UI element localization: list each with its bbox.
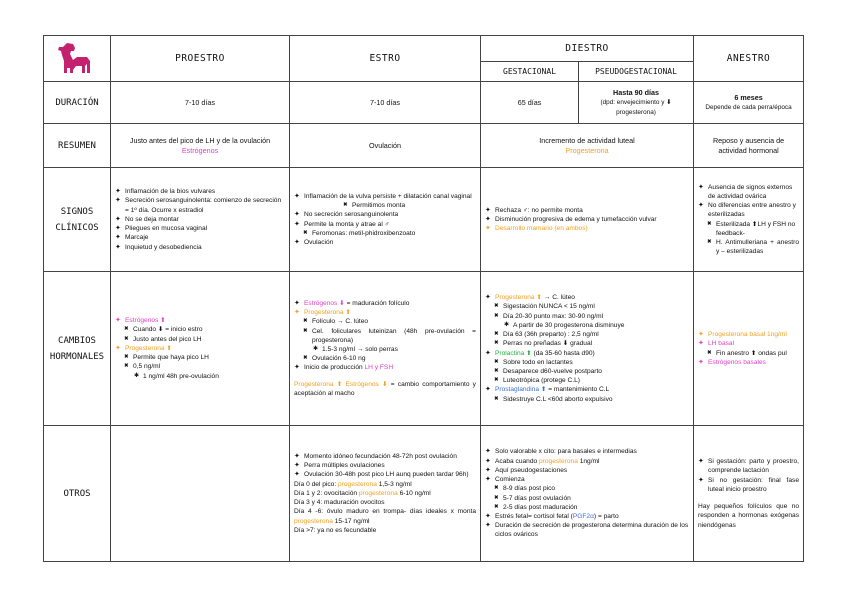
- estro-hormone-note: [294, 380, 476, 398]
- end-value: 1ng/ml: [579, 457, 600, 465]
- cambios-anestro: [694, 272, 804, 426]
- list-item: [485, 349, 689, 358]
- resumen-estro: Ovulación: [290, 124, 481, 168]
- signos-estro: [290, 168, 481, 272]
- list-item: ✦ Progesterona ⬆: [294, 308, 476, 317]
- progesterone-label: Progesterona ⬆: [495, 294, 542, 302]
- list-item: ✖ Día 63 (36h preparto) : 2,5 ng/ml: [485, 330, 689, 339]
- list-item: ✖ Folículo → C. lúteo: [294, 317, 476, 326]
- day-line: Día 3 y 4: maduración ovocitos: [294, 499, 385, 507]
- day-line: [294, 489, 476, 498]
- list-item: ✖ Perras no preñadas ⬇ gradual: [485, 339, 689, 348]
- list-item: ✦ Progesterona basal 1ng/ml: [698, 330, 799, 339]
- duracion-anestro: [694, 82, 804, 124]
- list-item: ✱ 1.5-3 ng/ml → solo perras: [294, 345, 476, 354]
- otros-anestro: [694, 426, 804, 562]
- day-hormone: progesterona: [294, 517, 333, 525]
- list-item: [294, 299, 476, 308]
- list-item: ✖ Sobre todo en lactantes: [485, 358, 689, 367]
- list-item: ✦ Duración de secreción de progesterona determina duración de los ciclos ováricos: [485, 521, 689, 539]
- list-item: ✖ Permitimos monta: [334, 201, 476, 210]
- day-line: [294, 507, 476, 525]
- list-item: ✦ Ausencia de signos externos de actividad ovárica: [698, 183, 799, 201]
- list-item: ✦ Inquietud y desobediencia: [115, 243, 285, 252]
- day-value: 15-17 ng/ml: [334, 517, 370, 525]
- day-label: Día 4 -6: óvulo maduro en trompa- días ideales x monta: [294, 508, 476, 516]
- list-item: ✖ 5-7 días post ovulación: [485, 494, 689, 503]
- prostaglandin-effect: = mantenimiento C.L: [548, 386, 610, 394]
- row-label-cambios: CAMBIOS HORMONALES: [44, 272, 111, 426]
- list-item: ✖ 2-5 días post maduración: [485, 503, 689, 512]
- col-pseudogestacional: PSEUDOGESTACIONAL: [579, 62, 694, 82]
- list-item: ✦ Disminución progresiva de edema y tumefacción vulvar: [485, 215, 689, 224]
- end-hormone: progesterona: [539, 457, 578, 465]
- row-signos: [44, 168, 804, 272]
- row-otros: [44, 426, 804, 562]
- logo-cell: [44, 36, 111, 82]
- list-item: ✦ No secreción serosanguinolenta: [294, 210, 476, 219]
- list-item: ✦ Aquí pseudogestaciones: [485, 466, 689, 475]
- list-item: ✦ Ovulación 30-48h post pico LH aunq pueden tardar 96h): [294, 470, 476, 479]
- row-cambios: [44, 272, 804, 426]
- estro-note-effect: = cambio comportamiento y aceptación al macho: [294, 380, 476, 397]
- list-item: ✖ Sigestación NUNCA < 15 ng/ml: [485, 302, 689, 311]
- list-item: ✦ Secreción serosanguinolenta: comienzo de secreción = 1º día. Ocurre x estradiol: [115, 196, 285, 214]
- list-item: ✖ 8-9 días post pico: [485, 484, 689, 493]
- resumen-diestro-hormone: Progesterona: [565, 145, 609, 155]
- list-item: ✦ Estrógenos basales: [698, 358, 799, 367]
- row-resumen: [44, 124, 804, 168]
- estro-note-hormones: Progesterona ⬆ Estrógenos ⬇: [294, 380, 388, 388]
- cambios-estro: [290, 272, 481, 426]
- estrogen-effect: = maduración folículo: [346, 299, 410, 307]
- day-value: 1,5-3 ng/ml: [378, 480, 412, 488]
- duracion-anestro-note: Depende de cada perra/época: [705, 103, 792, 111]
- list-item: ✖ 0,5 ng/ml: [115, 362, 285, 371]
- list-item: ✦ Progesterona ⬆: [115, 344, 285, 353]
- list-item: ✖ Sidestruye C.L <60d aborto expulsivo: [485, 395, 689, 404]
- otros-diestro: [481, 426, 694, 562]
- list-item: ✦ Estrógenos ⬆: [115, 316, 285, 325]
- duracion-estro: 7-10 días: [290, 82, 481, 124]
- list-item: ✦ Comienza: [485, 475, 689, 484]
- prolactin-label: Prolactina ⬆: [495, 349, 532, 357]
- list-item: ✦ Momento idóneo fecundación 48-72h post ovulación: [294, 452, 476, 461]
- list-item: ✖ Día 20-30 punto max: 30-90 ng/ml: [485, 312, 689, 321]
- day-label: Día 1 y 2: ovocitación: [294, 489, 358, 497]
- list-item: ✦ Desarrollo mamario (en ambos): [485, 224, 689, 233]
- list-item: ✦ LH basal: [698, 339, 799, 348]
- otros-estro: [290, 426, 481, 562]
- list-item: ✖ Justo antes del pico LH: [115, 335, 285, 344]
- list-item: ✖ Luteotrópica (protege C.L): [485, 376, 689, 385]
- resumen-proestro: [111, 124, 290, 168]
- row-label-duracion: DURACIÓN: [44, 82, 111, 124]
- list-item: ✦ No se deja montar: [115, 215, 285, 224]
- production-label: Inicio de producción: [304, 364, 363, 372]
- anestro-note: Hay pequeños folículos que no responden a hormonas exógenas niendógenas: [698, 503, 800, 529]
- row-label-signos: SIGNOS CLÍNICOS: [44, 168, 111, 272]
- list-item: [485, 512, 689, 521]
- list-item: ✦ Ovulación: [294, 238, 476, 247]
- resumen-diestro: [481, 124, 694, 168]
- signos-proestro: [111, 168, 290, 272]
- list-item: ✖ Esterilizada ⬆LH y FSH no feedback-: [698, 220, 799, 238]
- production-hormones: LH y FSH: [364, 364, 394, 372]
- list-item: ✦ Inflamación de la bios vulvares: [115, 187, 285, 196]
- row-label-otros: OTROS: [44, 426, 111, 562]
- resumen-diestro-text: Incremento de actividad luteal: [539, 135, 635, 145]
- list-item: ✖ Ovulación 6-10 ng: [294, 354, 476, 363]
- col-gestacional: GESTACIONAL: [481, 62, 579, 82]
- day-line: [294, 480, 476, 489]
- col-estro: ESTRO: [290, 36, 481, 82]
- duracion-proestro: 7-10 días: [111, 82, 290, 124]
- list-item: ✱ 1 ng/ml 48h pre-ovulación: [115, 372, 285, 381]
- list-item: ✦ Si no gestación: final fase luteal inicio proestro: [698, 476, 799, 494]
- list-item: ✖ H. Antimulleriana + anestro y – esterilizadas: [698, 238, 799, 256]
- day-value: 6-10 ng/ml: [399, 489, 431, 497]
- list-item: ✱ A partir de 30 progesterona disminuye: [485, 321, 689, 330]
- list-item: [485, 457, 689, 466]
- estrous-cycle-table: [43, 35, 804, 562]
- resumen-proestro-hormone: Estrógenos: [181, 145, 219, 155]
- header-row: [44, 36, 804, 62]
- otros-proestro: [111, 426, 290, 562]
- list-item: [485, 385, 689, 394]
- dog-silhouette-icon: [57, 39, 97, 79]
- prostaglandin-label: Prostaglandina ⬆: [495, 386, 547, 394]
- col-diestro: DIESTRO: [481, 36, 694, 62]
- list-item: ✦ Pliegues en mucosa vaginal: [115, 224, 285, 233]
- resumen-proestro-text: Justo antes del pico de LH y de la ovulación: [129, 135, 271, 145]
- cambios-diestro: [481, 272, 694, 426]
- day-label: Día 0 del pico:: [294, 480, 337, 488]
- prolactin-range: (da 35-60 hasta d90): [533, 349, 595, 357]
- stress-hormone: PGF2α: [572, 512, 594, 520]
- list-item: ✖ Cel. foliculares luteinizan (48h pre-ovulación = progesterona): [294, 327, 476, 345]
- end-label: Acaba cuando: [495, 457, 538, 465]
- list-item: ✦ Permite la monta y atrae al ♂: [294, 220, 476, 229]
- list-item: ✦ Si gestación: parto y proestro, comprende lactación: [698, 457, 799, 475]
- duracion-gestacional: 65 días: [481, 82, 579, 124]
- duracion-pseudo-main: Hasta 90 días: [613, 87, 659, 97]
- row-duracion: [44, 82, 804, 124]
- list-item: ✦ Marcaje: [115, 233, 285, 242]
- duracion-anestro-main: 6 meses: [734, 92, 763, 102]
- list-item: ✦ Perra múltiples ovulaciones: [294, 461, 476, 470]
- signos-anestro: [694, 168, 804, 272]
- list-item: ✦ Rechaza ♂: no permite monta: [485, 206, 689, 215]
- list-item: ✖ Permite que haya pico LH: [115, 353, 285, 362]
- signos-diestro: [481, 168, 694, 272]
- duracion-pseudo: [579, 82, 694, 124]
- duracion-pseudo-note: (dpd: envejecimiento y ⬇ progesterona): [600, 98, 672, 116]
- progesterone-effect: → C. lúteo: [543, 294, 575, 302]
- day-line: Día >7: ya no es fecundable: [294, 526, 377, 534]
- row-label-resumen: RESUMEN: [44, 124, 111, 168]
- list-item: ✦ No diferencias entre anestro y esterilizadas: [698, 201, 799, 219]
- day-hormone: progesterona: [358, 489, 398, 497]
- list-item: ✦ Solo valorable x cito: para basales e intermedias: [485, 447, 689, 456]
- list-item: ✖ Cuando ⬇ = inicio estro: [115, 325, 285, 334]
- list-item: [294, 363, 476, 372]
- estrogen-label: Estrógenos ⬇: [304, 299, 345, 307]
- stress-result: ) = parto: [593, 512, 619, 520]
- list-item: ✦ Inflamación de la vulva persiste + dilatación canal vaginal: [294, 192, 476, 201]
- day-hormone: progesterona: [338, 480, 377, 488]
- col-proestro: PROESTRO: [111, 36, 290, 82]
- list-item: ✖ Fin anestro ⬆ ondas pul: [698, 349, 799, 358]
- stress-label: Estrés fetal= cortisol fetal (: [495, 512, 573, 520]
- resumen-anestro: Reposo y ausencia de actividad hormonal: [694, 124, 804, 168]
- list-item: [485, 293, 689, 302]
- list-item: ✖ Feromonas: metil-phidroxibenzoato: [294, 229, 476, 238]
- col-anestro: ANESTRO: [694, 36, 804, 82]
- cambios-proestro: [111, 272, 290, 426]
- list-item: ✖ Desaparece d60-vuelve postparto: [485, 367, 689, 376]
